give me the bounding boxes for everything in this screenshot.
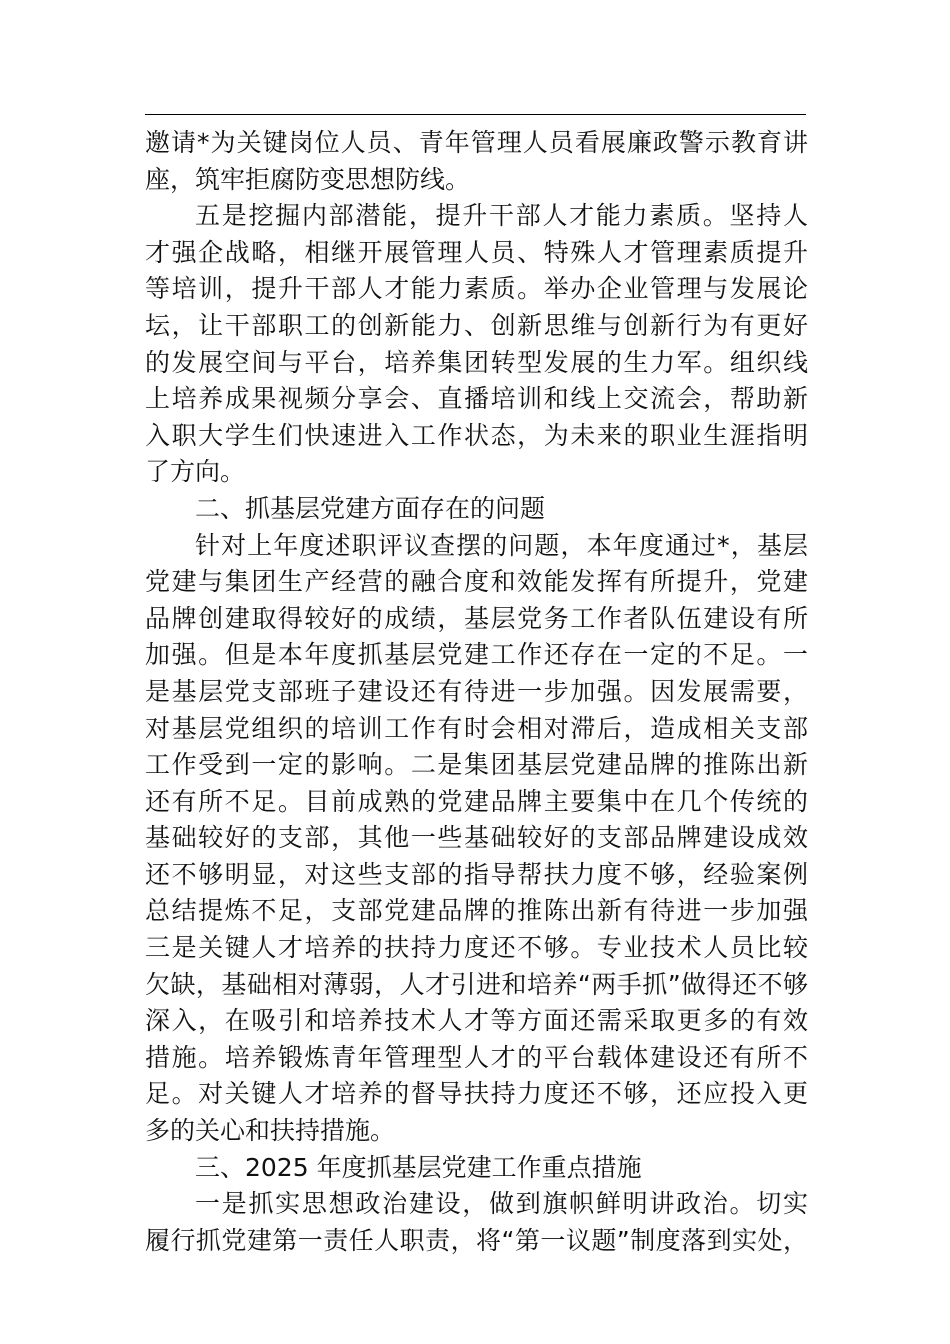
text-line: 邀请*为关键岗位人员、青年管理人员看展廉政警示教育讲: [145, 128, 808, 157]
text-line: 品牌创建取得较好的成绩，基层党务工作者队伍建设有所: [145, 603, 808, 633]
text-line: 党建与集团生产经营的融合度和效能发挥有所提升，党建: [145, 567, 808, 597]
text-line: 上培养成果视频分享会、直播培训和线上交流会，帮助新: [145, 384, 808, 414]
text-line: 二、抓基层党建方面存在的问题: [195, 493, 546, 523]
text-line: 加强。但是本年度抓基层党建工作还存在一定的不足。一: [145, 640, 808, 670]
document-body: [145, 125, 808, 1259]
text-line: 足。对关键人才培养的督导扶持力度还不够，还应投入更: [145, 1079, 808, 1109]
text-line: 了方向。: [145, 457, 246, 487]
text-line: 对基层党组织的培训工作有时会相对滞后，造成相关支部: [145, 713, 808, 743]
text-line: 才强企战略，相继开展管理人员、特殊人才管理素质提升: [145, 237, 808, 267]
text-line: 五是挖掘内部潜能，提升干部人才能力素质。坚持人: [195, 201, 808, 231]
text-line: 深入，在吸引和培养技术人才等方面还需采取更多的有效: [145, 1006, 808, 1036]
text-line: 措施。培养锻炼青年管理型人才的平台载体建设还有所不: [145, 1042, 808, 1072]
text-line: 履行抓党建第一责任人职责，将“第一议题”制度落到实处，: [145, 1225, 808, 1255]
text-line: 等培训，提升干部人才能力素质。举办企业管理与发展论: [145, 274, 808, 304]
header-rule: [145, 114, 806, 115]
text-line: 一是抓实思想政治建设，做到旗帜鲜明讲政治。切实: [195, 1189, 808, 1219]
text-line: 是基层党支部班子建设还有待进一步加强。因发展需要，: [145, 676, 808, 706]
text-line: 针对上年度述职评议查摆的问题，本年度通过*，基层: [195, 530, 808, 560]
text-line: 基础较好的支部，其他一些基础较好的支部品牌建设成效: [145, 823, 808, 853]
text-line: 三、2025 年度抓基层党建工作重点措施: [195, 1152, 642, 1182]
text-line: 还不够明显，对这些支部的指导帮扶力度不够，经验案例: [145, 859, 808, 889]
text-line: 总结提炼不足，支部党建品牌的推陈出新有待进一步加强: [145, 896, 808, 926]
text-line: 欠缺，基础相对薄弱，人才引进和培养“两手抓”做得还不够: [145, 969, 808, 999]
text-line: 工作受到一定的影响。二是集团基层党建品牌的推陈出新: [145, 750, 808, 780]
text-line: 的发展空间与平台，培养集团转型发展的生力军。组织线: [145, 347, 808, 377]
text-line: 入职大学生们快速进入工作状态，为未来的职业生涯指明: [145, 420, 808, 450]
text-line: 座，筑牢拒腐防变思想防线。: [145, 164, 471, 194]
text-line: 还有所不足。目前成熟的党建品牌主要集中在几个传统的: [145, 786, 808, 816]
text-line: 三是关键人才培养的扶持力度还不够。专业技术人员比较: [145, 933, 808, 963]
text-line: 多的关心和扶持措施。: [145, 1116, 396, 1146]
text-line: 坛，让干部职工的创新能力、创新思维与创新行为有更好: [145, 310, 808, 340]
